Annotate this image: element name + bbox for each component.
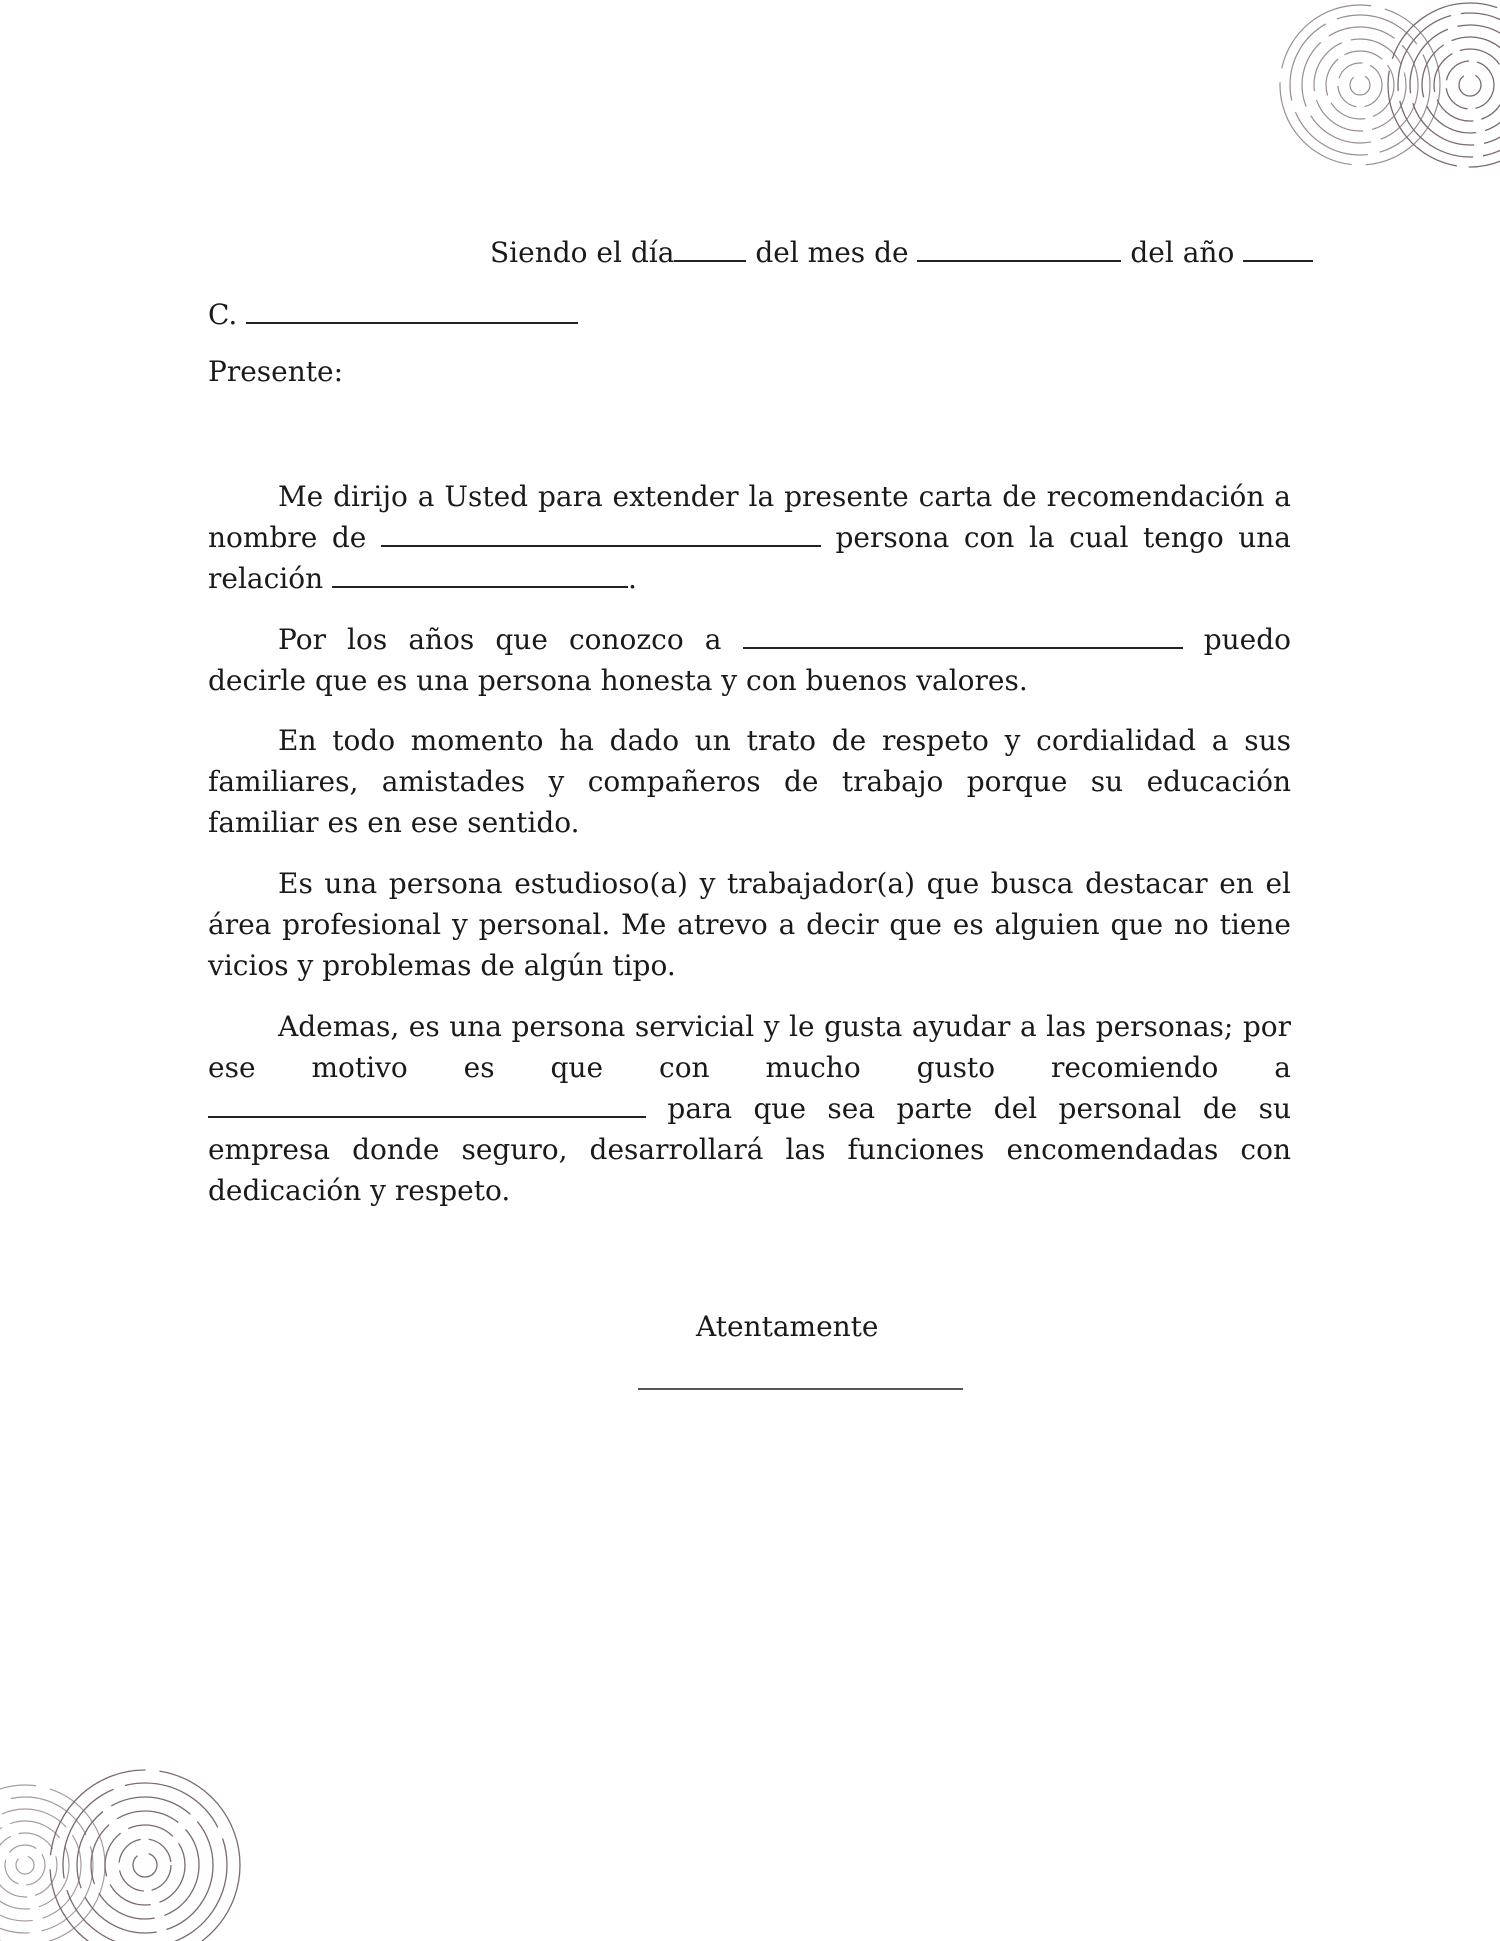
known-person-field[interactable] xyxy=(743,621,1183,649)
closing-label: Atentamente xyxy=(696,1310,879,1343)
year-field[interactable] xyxy=(1243,234,1313,262)
paragraph-5 xyxy=(208,1006,1291,1211)
p5-text-2: para que sea parte del personal de su empresa donde seguro, desarrollará las funciones encomendadas con dedicación y respeto. xyxy=(208,1092,1291,1207)
paragraph-2 xyxy=(208,619,1291,701)
paragraph-3 xyxy=(208,720,1291,843)
recipient-name-field[interactable] xyxy=(246,296,578,324)
p1-text-2: persona con la cual tengo una relación xyxy=(208,521,1291,595)
p1-text-1: Me dirijo a Usted para extender la presente carta de recomendación a nombre de xyxy=(208,480,1291,554)
recipient-line xyxy=(208,296,578,331)
paragraph-4 xyxy=(208,863,1291,986)
date-year-label: del año xyxy=(1130,236,1235,269)
p4-text: Es una persona estudioso(a) y trabajador(a) que busca destacar en el área profesional y personal. Me atrevo a decir que es alguien que no tiene vicios y problemas de algún tipo. xyxy=(208,867,1291,982)
p2-text-2: puedo decirle que es una persona honesta y con buenos valores. xyxy=(208,623,1291,697)
day-field[interactable] xyxy=(674,234,746,262)
p1-text-3: . xyxy=(628,562,637,595)
greeting: Presente: xyxy=(208,355,344,388)
signature-line[interactable] xyxy=(638,1388,963,1390)
date-month-label: del mes de xyxy=(755,236,909,269)
recommend-name-field[interactable] xyxy=(208,1090,646,1118)
date-line xyxy=(490,234,1313,269)
p3-text: En todo momento ha dado un trato de respeto y cordialidad a sus familiares, amistades y compañeros de trabajo porque su educación familiar es en ese sentido. xyxy=(208,724,1291,839)
relationship-field[interactable] xyxy=(332,560,628,588)
p2-text-1: Por los años que conozco a xyxy=(278,623,722,656)
paragraph-1 xyxy=(208,476,1291,599)
recommended-name-field[interactable] xyxy=(381,519,821,547)
p5-text-1: Ademas, es una persona servicial y le gusta ayudar a las personas; por ese motivo es que con mucho gusto recomiendo a xyxy=(208,1010,1291,1084)
decorative-circles-bottom-left-icon xyxy=(0,1755,260,1941)
decorative-circles-top-right-icon xyxy=(1270,0,1500,180)
month-field[interactable] xyxy=(917,234,1121,262)
date-prefix: Siendo el día xyxy=(490,236,675,269)
recipient-prefix: C. xyxy=(208,298,238,331)
